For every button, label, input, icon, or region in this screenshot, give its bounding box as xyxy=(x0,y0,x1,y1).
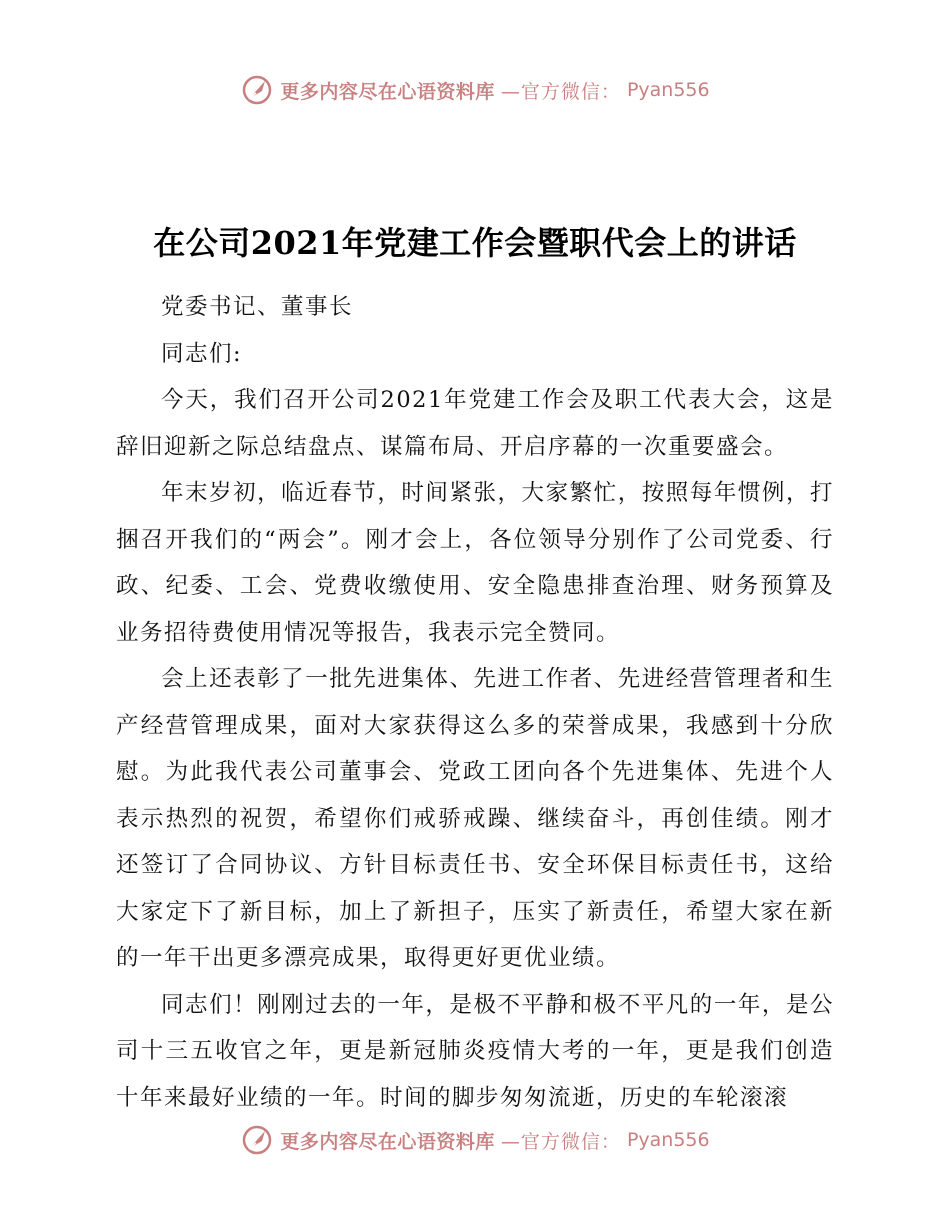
body-paragraph-4: 同志们！刚刚过去的一年，是极不平静和极不平凡的一年，是公司十三五收官之年，更是新冠肺炎疫情大考的一年，更是我们创造十年来最好业绩的一年。时间的脚步匆匆流逝，历史的车轮滚滚 xyxy=(116,991,834,1111)
document-title: 在公司2021年党建工作会暨职代会上的讲话 xyxy=(153,224,797,262)
watermark-site-text: 更多内容尽在心语资料库 xyxy=(280,80,495,103)
watermark-wechat-id: Pyan556 xyxy=(626,79,710,101)
body-paragraph-3: 会上还表彰了一批先进集体、先进工作者、先进经营管理者和生产经营管理成果，面对大家获得这么多的荣誉成果，我感到十分欣慰。为此我代表公司董事会、党政工团向各个先进集体、先进个人表示热烈的祝贺，希望你们戒骄戒躁、继续奋斗，再创佳绩。刚才还签订了合同协议、方针目标责任书、安全环保目标责任书，这给大家定下了新目标，加上了新担子，压实了新责任，希望大家在新的一年干出更多漂亮成果，取得更好更优业绩。 xyxy=(116,666,834,971)
quill-logo-icon xyxy=(240,73,274,107)
footer-watermark xyxy=(0,1120,950,1160)
quill-logo-icon xyxy=(240,1123,274,1157)
header-watermark xyxy=(0,70,950,110)
body-paragraph-1: 今天，我们召开公司2021年党建工作会及职工代表大会，这是辞旧迎新之际总结盘点、谋篇布局、开启序幕的一次重要盛会。 xyxy=(116,387,834,460)
document-body xyxy=(116,284,834,1121)
watermark-wechat-id: Pyan556 xyxy=(626,1129,710,1151)
watermark-separator-text: —官方微信： xyxy=(500,80,621,103)
watermark-separator-text: —官方微信： xyxy=(500,1130,621,1153)
author-line: 党委书记、董事长 xyxy=(161,294,354,320)
watermark-site-text: 更多内容尽在心语资料库 xyxy=(280,1130,495,1153)
salutation: 同志们: xyxy=(161,340,243,367)
body-paragraph-2: 年末岁初，临近春节，时间紧张，大家繁忙，按照每年惯例，打捆召开我们的“两会”。刚才会上，各位领导分别作了公司党委、行政、纪委、工会、党费收缴使用、安全隐患排查治理、财务预算及业务招待费使用情况等报告，我表示完全赞同。 xyxy=(116,480,834,646)
